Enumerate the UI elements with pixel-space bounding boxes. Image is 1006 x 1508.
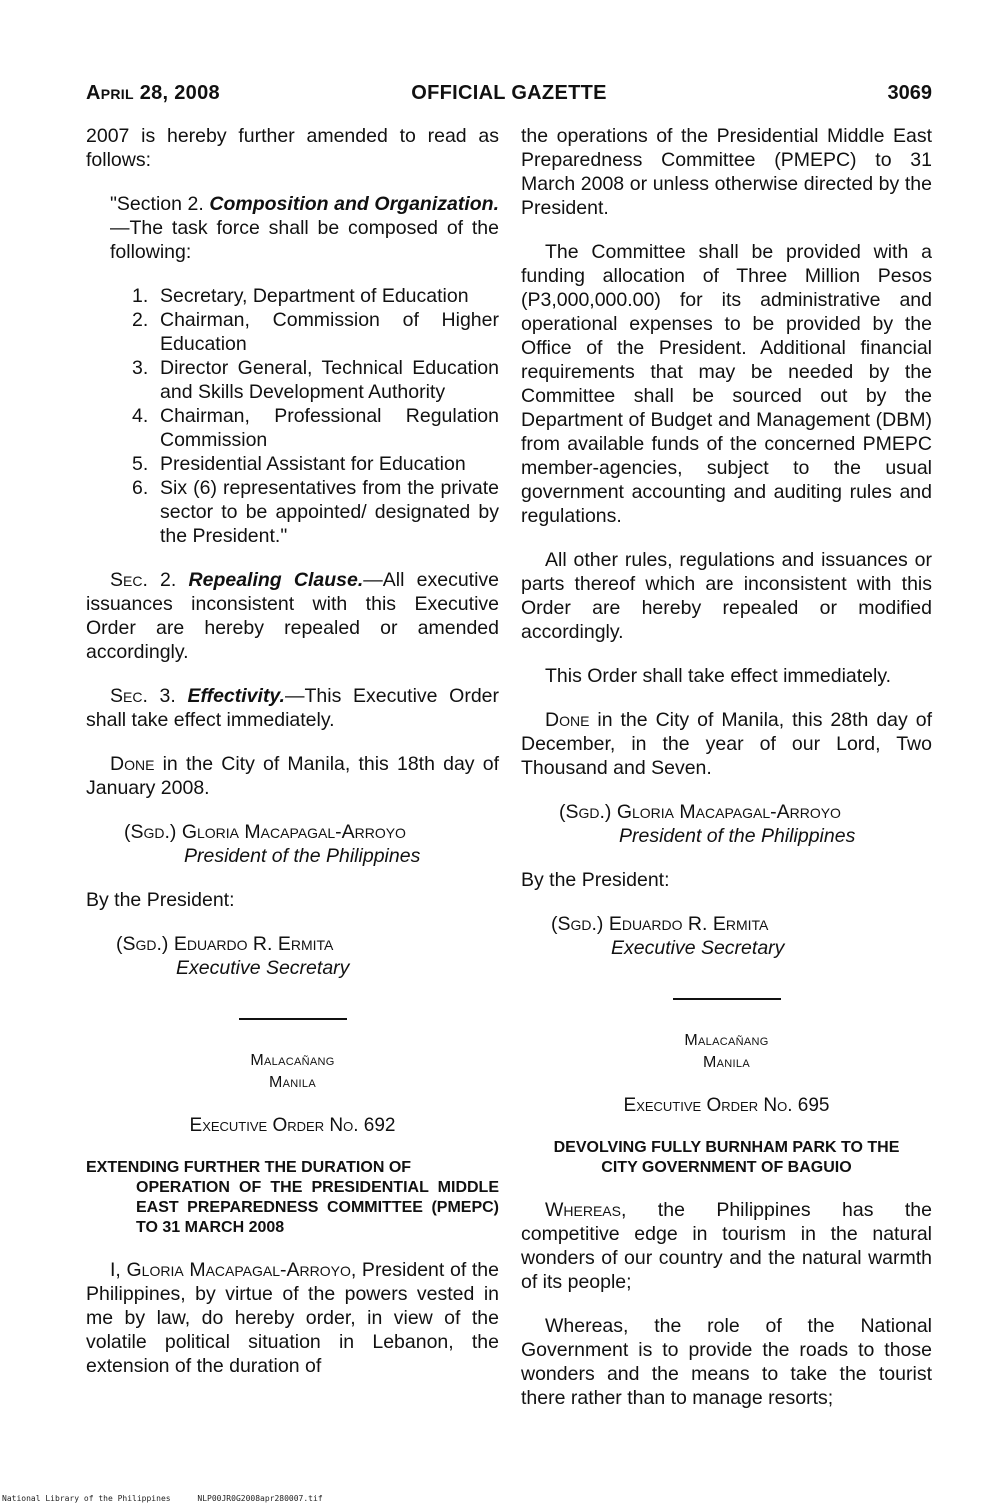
done-label: Done <box>110 753 155 775</box>
file-name: NLP00JR0G2008apr280007.tif <box>197 1494 323 1503</box>
eo-caption-rest: OPERATION OF THE PRESIDENTIAL MIDDLE EAST PREPAREDNESS COMMITTEE (PMEPC) TO 31 MARCH 2008 <box>136 1179 499 1236</box>
right-column <box>521 124 932 1410</box>
signatory-name: (Sgd.) Gloria Macapagal-Arroyo <box>559 801 841 823</box>
list-item <box>86 308 499 356</box>
sec-3-heading: Effectivity. <box>187 685 285 707</box>
signatory-name: (Sgd.) Gloria Macapagal-Arroyo <box>124 821 406 843</box>
section-divider <box>673 998 781 1000</box>
list-number: 4. <box>132 405 149 427</box>
eo-body-text: , President of the Philippines, by virtue of the powers vested in me by law, do hereby order, in view of the volatile political situation in Lebanon, the extension of the duration of <box>86 1259 500 1377</box>
eo-title: Executive Order No. 692 <box>189 1115 396 1136</box>
list-item <box>86 284 499 308</box>
sec-2-body: —All executive issuances inconsistent with this Executive Order are hereby repealed or amended accordingly. <box>86 569 500 663</box>
eo-caption <box>521 1138 932 1178</box>
countersignatory-name: (Sgd.) Eduardo R. Ermita <box>551 913 769 935</box>
list-text: Secretary, Department of Education <box>160 285 469 307</box>
sec-3-paragraph <box>86 684 499 732</box>
done-body: in the City of Manila, this 28th day of December, in the year of our Lord, Two Thousand and Seven. <box>521 709 932 779</box>
list-number: 1. <box>132 285 149 307</box>
list-text: Chairman, Professional Regulation Commission <box>160 405 499 451</box>
done-body: in the City of Manila, this 18th day of January 2008. <box>86 753 499 799</box>
section-2-paragraph <box>86 192 499 264</box>
countersignatory-name: (Sgd.) Eduardo R. Ermita <box>116 933 334 955</box>
place-block <box>86 1050 499 1094</box>
publication-title: OFFICIAL GAZETTE <box>411 82 607 104</box>
eo-body-lead: I, Gloria Macapagal-Arroyo <box>110 1259 351 1281</box>
signatory-title: President of the Philippines <box>619 825 856 847</box>
sec-3-label: Sec. 3. <box>110 685 188 707</box>
place-line-1: Malacañang <box>684 1032 769 1049</box>
signature-block <box>86 820 499 868</box>
continuation-paragraph: the operations of the Presidential Middle East Preparedness Committee (PMEPC) to 31 March 2008 or unless otherwise directed by the President. <box>521 125 932 219</box>
intro-paragraph: 2007 is hereby further amended to read as follows: <box>86 125 499 171</box>
section-body: —The task force shall be composed of the following: <box>110 217 499 263</box>
list-text: Director General, Technical Education and Skills Development Authority <box>160 357 499 403</box>
countersignature-block <box>521 912 932 960</box>
list-number: 2. <box>132 309 149 331</box>
member-list <box>86 284 499 548</box>
place-line-1: Malacañang <box>250 1052 335 1069</box>
eo-title: Executive Order No. 695 <box>623 1095 830 1116</box>
page-header <box>86 82 932 112</box>
by-president: By the President: <box>86 889 235 911</box>
library-credit: National Library of the Philippines <box>2 1494 171 1503</box>
sec-2-label: Sec. 2. <box>110 569 189 591</box>
whereas-2: Whereas, the role of the National Government is to provide the roads to those wonders and the means to take the tourist there rather than to manage resorts; <box>521 1315 932 1409</box>
sec-2-heading: Repealing Clause. <box>188 569 364 591</box>
issue-date: April 28, 2008 <box>86 82 220 104</box>
countersignatory-title: Executive Secretary <box>611 937 785 959</box>
sec-3-body: —This Executive Order shall take effect immediately. <box>86 685 499 731</box>
place-block <box>521 1030 932 1074</box>
section-lead: "Section 2. <box>110 193 210 215</box>
effect-paragraph: This Order shall take effect immediately. <box>545 665 892 687</box>
whereas-lead: Whereas <box>545 1199 621 1221</box>
whereas-1 <box>521 1198 932 1294</box>
countersignature-block <box>86 932 499 980</box>
scan-footer <box>2 1494 345 1503</box>
repeal-paragraph: All other rules, regulations and issuances or parts thereof which are inconsistent with this Order are hereby repealed or modified accordingly. <box>521 549 932 643</box>
page-number: 3069 <box>887 82 932 104</box>
sec-2-paragraph <box>86 568 499 664</box>
signature-block <box>521 800 932 848</box>
done-label: Done <box>545 709 590 731</box>
eo-caption-rest: CITY GOVERNMENT OF BAGUIO <box>601 1159 852 1176</box>
list-number: 3. <box>132 357 149 379</box>
list-text: Chairman, Commission of Higher Education <box>160 309 499 355</box>
whereas-body: , the Philippines has the competitive edge in tourism in the natural wonders of our country and the natural warmth of its people; <box>521 1199 932 1293</box>
list-item <box>86 356 499 404</box>
funding-paragraph: The Committee shall be provided with a funding allocation of Three Million Pesos (P3,000,000.00) for its administrative and operational expenses to be provided by the Office of the President. Additional financial requirements that may be needed by the Committee shall be sourced out by the Department of Budget and Management (DBM) from available funds of the concerned PMEPC member-agencies, subject to the usual government accounting and auditing rules and regulations. <box>521 241 932 527</box>
place-line-2: Manila <box>703 1054 750 1071</box>
done-paragraph <box>86 752 499 800</box>
by-president: By the President: <box>521 869 670 891</box>
list-item <box>86 452 499 476</box>
section-heading: Composition and Organization. <box>209 193 499 215</box>
left-column <box>86 124 499 1378</box>
eo-caption <box>86 1158 499 1238</box>
list-number: 6. <box>132 477 149 499</box>
countersignatory-title: Executive Secretary <box>176 957 350 979</box>
section-divider <box>239 1018 347 1020</box>
list-item <box>86 476 499 548</box>
place-line-2: Manila <box>269 1074 316 1091</box>
done-paragraph <box>521 708 932 780</box>
list-item <box>86 404 499 452</box>
signatory-title: President of the Philippines <box>184 845 421 867</box>
list-text: Six (6) representatives from the private sector to be appointed/ designated by the President." <box>160 477 499 547</box>
list-number: 5. <box>132 453 149 475</box>
list-text: Presidential Assistant for Education <box>160 453 466 475</box>
eo-body <box>86 1258 499 1378</box>
eo-caption-first: EXTENDING FURTHER THE DURATION OF <box>86 1159 412 1176</box>
eo-caption-first: DEVOLVING FULLY BURNHAM PARK TO THE <box>553 1139 900 1156</box>
